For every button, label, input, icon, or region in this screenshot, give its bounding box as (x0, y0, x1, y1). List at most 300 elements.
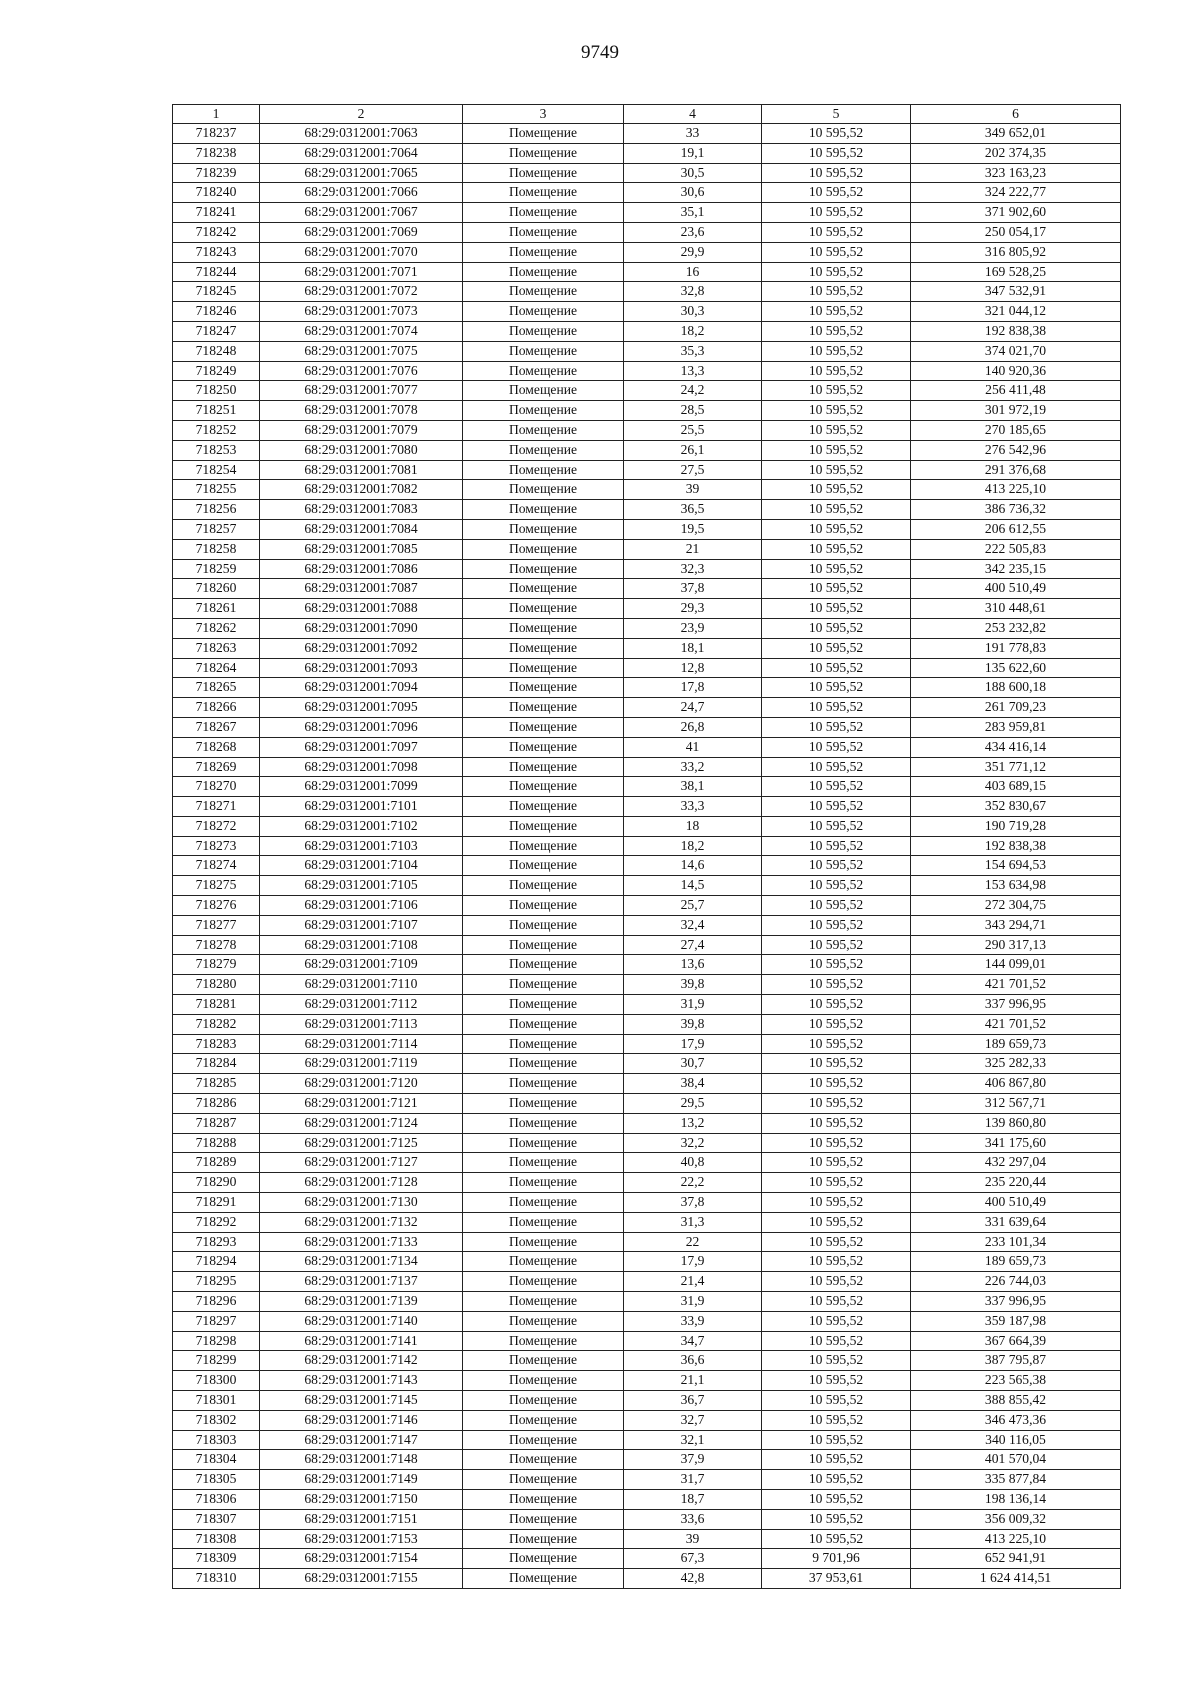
cell-row-number: 718286 (173, 1094, 260, 1114)
cell-object-type: Помещение (463, 480, 624, 500)
cell-cadastral-number: 68:29:0312001:7096 (260, 717, 463, 737)
cell-unit-value: 10 595,52 (762, 975, 911, 995)
cell-row-number: 718302 (173, 1410, 260, 1430)
cell-unit-value: 10 595,52 (762, 698, 911, 718)
cell-area: 25,5 (624, 420, 762, 440)
cell-cadastral-number: 68:29:0312001:7113 (260, 1014, 463, 1034)
table-header (173, 105, 1121, 124)
cell-unit-value: 10 595,52 (762, 262, 911, 282)
table-row (173, 539, 1121, 559)
cell-cadastral-value: 388 855,42 (911, 1391, 1121, 1411)
cell-row-number: 718290 (173, 1173, 260, 1193)
cell-unit-value: 10 595,52 (762, 321, 911, 341)
cell-row-number: 718259 (173, 559, 260, 579)
cell-object-type: Помещение (463, 183, 624, 203)
cell-object-type: Помещение (463, 1371, 624, 1391)
cell-object-type: Помещение (463, 618, 624, 638)
cell-area: 27,5 (624, 460, 762, 480)
cell-object-type: Помещение (463, 124, 624, 144)
table-row (173, 1569, 1121, 1589)
cell-unit-value: 10 595,52 (762, 896, 911, 916)
cell-object-type: Помещение (463, 1549, 624, 1569)
cell-area: 24,7 (624, 698, 762, 718)
cell-object-type: Помещение (463, 1351, 624, 1371)
cell-unit-value: 10 595,52 (762, 1351, 911, 1371)
cell-row-number: 718269 (173, 757, 260, 777)
cell-cadastral-value: 337 996,95 (911, 995, 1121, 1015)
cell-cadastral-number: 68:29:0312001:7064 (260, 143, 463, 163)
cell-cadastral-number: 68:29:0312001:7086 (260, 559, 463, 579)
cell-object-type: Помещение (463, 500, 624, 520)
cell-cadastral-number: 68:29:0312001:7083 (260, 500, 463, 520)
table-row (173, 995, 1121, 1015)
cell-area: 19,5 (624, 519, 762, 539)
cell-row-number: 718261 (173, 599, 260, 619)
cell-row-number: 718267 (173, 717, 260, 737)
cell-unit-value: 10 595,52 (762, 1034, 911, 1054)
cell-row-number: 718271 (173, 797, 260, 817)
cell-cadastral-value: 316 805,92 (911, 242, 1121, 262)
cell-unit-value: 10 595,52 (762, 381, 911, 401)
cell-row-number: 718252 (173, 420, 260, 440)
cell-cadastral-value: 233 101,34 (911, 1232, 1121, 1252)
cell-area: 17,9 (624, 1034, 762, 1054)
cell-row-number: 718243 (173, 242, 260, 262)
cell-row-number: 718262 (173, 618, 260, 638)
cell-cadastral-value: 189 659,73 (911, 1034, 1121, 1054)
cell-cadastral-value: 403 689,15 (911, 777, 1121, 797)
table-row (173, 381, 1121, 401)
cell-row-number: 718244 (173, 262, 260, 282)
cell-unit-value: 10 595,52 (762, 1391, 911, 1411)
cell-object-type: Помещение (463, 1074, 624, 1094)
cell-area: 42,8 (624, 1569, 762, 1589)
cell-area: 32,8 (624, 282, 762, 302)
cell-row-number: 718249 (173, 361, 260, 381)
cell-object-type: Помещение (463, 559, 624, 579)
cell-row-number: 718283 (173, 1034, 260, 1054)
cell-unit-value: 10 595,52 (762, 1430, 911, 1450)
cell-row-number: 718308 (173, 1529, 260, 1549)
cell-object-type: Помещение (463, 1173, 624, 1193)
cell-cadastral-number: 68:29:0312001:7146 (260, 1410, 463, 1430)
cell-row-number: 718305 (173, 1470, 260, 1490)
cell-area: 18,2 (624, 321, 762, 341)
cell-unit-value: 10 595,52 (762, 1470, 911, 1490)
cell-object-type: Помещение (463, 1292, 624, 1312)
cell-unit-value: 10 595,52 (762, 163, 911, 183)
cell-unit-value: 10 595,52 (762, 1212, 911, 1232)
cell-area: 37,8 (624, 1193, 762, 1213)
table-row (173, 915, 1121, 935)
cell-cadastral-number: 68:29:0312001:7079 (260, 420, 463, 440)
cell-cadastral-number: 68:29:0312001:7101 (260, 797, 463, 817)
cell-row-number: 718277 (173, 915, 260, 935)
cell-unit-value: 37 953,61 (762, 1569, 911, 1589)
cell-cadastral-number: 68:29:0312001:7124 (260, 1113, 463, 1133)
cell-object-type: Помещение (463, 163, 624, 183)
table-row (173, 1410, 1121, 1430)
cell-cadastral-number: 68:29:0312001:7141 (260, 1331, 463, 1351)
cell-unit-value: 10 595,52 (762, 856, 911, 876)
table-row (173, 401, 1121, 421)
cell-unit-value: 10 595,52 (762, 678, 911, 698)
cell-object-type: Помещение (463, 1054, 624, 1074)
cell-cadastral-number: 68:29:0312001:7095 (260, 698, 463, 718)
cell-area: 21,1 (624, 1371, 762, 1391)
cell-cadastral-value: 1 624 414,51 (911, 1569, 1121, 1589)
cell-unit-value: 10 595,52 (762, 1193, 911, 1213)
cell-area: 33,9 (624, 1311, 762, 1331)
table-row (173, 1430, 1121, 1450)
cell-row-number: 718242 (173, 222, 260, 242)
cell-row-number: 718295 (173, 1272, 260, 1292)
cell-area: 32,7 (624, 1410, 762, 1430)
cell-row-number: 718288 (173, 1133, 260, 1153)
table-row (173, 203, 1121, 223)
cell-cadastral-value: 331 639,64 (911, 1212, 1121, 1232)
table-row (173, 856, 1121, 876)
cell-cadastral-value: 413 225,10 (911, 480, 1121, 500)
cell-unit-value: 10 595,52 (762, 1509, 911, 1529)
cell-cadastral-number: 68:29:0312001:7104 (260, 856, 463, 876)
cell-area: 67,3 (624, 1549, 762, 1569)
cell-row-number: 718238 (173, 143, 260, 163)
cell-area: 22,2 (624, 1173, 762, 1193)
cell-cadastral-value: 312 567,71 (911, 1094, 1121, 1114)
table-row (173, 678, 1121, 698)
cell-row-number: 718251 (173, 401, 260, 421)
cell-unit-value: 10 595,52 (762, 143, 911, 163)
cell-object-type: Помещение (463, 539, 624, 559)
cell-cadastral-value: 321 044,12 (911, 302, 1121, 322)
cell-row-number: 718303 (173, 1430, 260, 1450)
cell-cadastral-value: 335 877,84 (911, 1470, 1121, 1490)
cell-cadastral-number: 68:29:0312001:7065 (260, 163, 463, 183)
cell-row-number: 718275 (173, 876, 260, 896)
table-row (173, 638, 1121, 658)
cell-cadastral-number: 68:29:0312001:7071 (260, 262, 463, 282)
cell-row-number: 718296 (173, 1292, 260, 1312)
cell-cadastral-value: 154 694,53 (911, 856, 1121, 876)
cell-cadastral-value: 325 282,33 (911, 1054, 1121, 1074)
cell-object-type: Помещение (463, 440, 624, 460)
table-row (173, 242, 1121, 262)
table-row (173, 599, 1121, 619)
cell-area: 37,9 (624, 1450, 762, 1470)
cell-cadastral-number: 68:29:0312001:7137 (260, 1272, 463, 1292)
cell-object-type: Помещение (463, 856, 624, 876)
cell-cadastral-value: 272 304,75 (911, 896, 1121, 916)
cell-area: 29,3 (624, 599, 762, 619)
table-row (173, 282, 1121, 302)
cell-row-number: 718306 (173, 1489, 260, 1509)
cell-area: 40,8 (624, 1153, 762, 1173)
cell-object-type: Помещение (463, 1311, 624, 1331)
cell-object-type: Помещение (463, 1569, 624, 1589)
cell-area: 33,2 (624, 757, 762, 777)
cell-object-type: Помещение (463, 599, 624, 619)
cell-unit-value: 10 595,52 (762, 1054, 911, 1074)
cell-cadastral-value: 202 374,35 (911, 143, 1121, 163)
cell-object-type: Помещение (463, 638, 624, 658)
table-row (173, 1489, 1121, 1509)
cell-area: 27,4 (624, 935, 762, 955)
cell-cadastral-number: 68:29:0312001:7072 (260, 282, 463, 302)
cell-area: 13,6 (624, 955, 762, 975)
cell-unit-value: 10 595,52 (762, 816, 911, 836)
table-row (173, 777, 1121, 797)
table-row (173, 737, 1121, 757)
table-body (173, 124, 1121, 1589)
cell-cadastral-value: 341 175,60 (911, 1133, 1121, 1153)
cell-cadastral-value: 434 416,14 (911, 737, 1121, 757)
cell-area: 39 (624, 480, 762, 500)
cell-unit-value: 10 595,52 (762, 599, 911, 619)
cell-cadastral-value: 222 505,83 (911, 539, 1121, 559)
cell-cadastral-number: 68:29:0312001:7139 (260, 1292, 463, 1312)
cell-cadastral-value: 652 941,91 (911, 1549, 1121, 1569)
cell-object-type: Помещение (463, 321, 624, 341)
cell-row-number: 718264 (173, 658, 260, 678)
cell-unit-value: 10 595,52 (762, 717, 911, 737)
cell-cadastral-number: 68:29:0312001:7151 (260, 1509, 463, 1529)
cell-cadastral-value: 310 448,61 (911, 599, 1121, 619)
cell-row-number: 718294 (173, 1252, 260, 1272)
cell-area: 38,1 (624, 777, 762, 797)
column-header-3: 3 (463, 105, 624, 124)
cell-unit-value: 10 595,52 (762, 519, 911, 539)
table-row (173, 1014, 1121, 1034)
cell-row-number: 718245 (173, 282, 260, 302)
column-header-1: 1 (173, 105, 260, 124)
cell-object-type: Помещение (463, 1430, 624, 1450)
cell-cadastral-value: 406 867,80 (911, 1074, 1121, 1094)
cell-cadastral-value: 139 860,80 (911, 1113, 1121, 1133)
cell-unit-value: 10 595,52 (762, 1450, 911, 1470)
table-row (173, 876, 1121, 896)
table-row (173, 183, 1121, 203)
cell-area: 14,5 (624, 876, 762, 896)
table-row (173, 1509, 1121, 1529)
cell-cadastral-value: 432 297,04 (911, 1153, 1121, 1173)
cell-cadastral-number: 68:29:0312001:7133 (260, 1232, 463, 1252)
cell-area: 30,6 (624, 183, 762, 203)
cell-cadastral-value: 342 235,15 (911, 559, 1121, 579)
cell-unit-value: 10 595,52 (762, 500, 911, 520)
cell-cadastral-value: 340 116,05 (911, 1430, 1121, 1450)
cell-row-number: 718307 (173, 1509, 260, 1529)
cell-object-type: Помещение (463, 1509, 624, 1529)
cell-unit-value: 10 595,52 (762, 757, 911, 777)
cell-area: 23,9 (624, 618, 762, 638)
table-row (173, 955, 1121, 975)
cell-cadastral-number: 68:29:0312001:7103 (260, 836, 463, 856)
cell-row-number: 718273 (173, 836, 260, 856)
cell-object-type: Помещение (463, 282, 624, 302)
cell-cadastral-value: 192 838,38 (911, 321, 1121, 341)
cell-cadastral-number: 68:29:0312001:7145 (260, 1391, 463, 1411)
cell-unit-value: 10 595,52 (762, 183, 911, 203)
cell-cadastral-value: 270 185,65 (911, 420, 1121, 440)
cell-object-type: Помещение (463, 1034, 624, 1054)
cell-unit-value: 10 595,52 (762, 203, 911, 223)
cell-unit-value: 10 595,52 (762, 480, 911, 500)
cell-row-number: 718276 (173, 896, 260, 916)
cell-row-number: 718279 (173, 955, 260, 975)
cell-object-type: Помещение (463, 1193, 624, 1213)
cell-row-number: 718280 (173, 975, 260, 995)
cell-object-type: Помещение (463, 460, 624, 480)
cell-object-type: Помещение (463, 737, 624, 757)
cell-area: 39,8 (624, 1014, 762, 1034)
cell-object-type: Помещение (463, 955, 624, 975)
cell-row-number: 718285 (173, 1074, 260, 1094)
cell-area: 35,3 (624, 341, 762, 361)
cell-cadastral-number: 68:29:0312001:7108 (260, 935, 463, 955)
cell-row-number: 718310 (173, 1569, 260, 1589)
cell-cadastral-number: 68:29:0312001:7093 (260, 658, 463, 678)
cell-object-type: Помещение (463, 658, 624, 678)
table-row (173, 1272, 1121, 1292)
cell-unit-value: 10 595,52 (762, 1272, 911, 1292)
cell-unit-value: 10 595,52 (762, 1489, 911, 1509)
table-row (173, 757, 1121, 777)
cell-row-number: 718299 (173, 1351, 260, 1371)
cell-object-type: Помещение (463, 915, 624, 935)
table-row (173, 579, 1121, 599)
cell-unit-value: 9 701,96 (762, 1549, 911, 1569)
cell-cadastral-number: 68:29:0312001:7094 (260, 678, 463, 698)
cell-cadastral-number: 68:29:0312001:7066 (260, 183, 463, 203)
cell-row-number: 718240 (173, 183, 260, 203)
cell-unit-value: 10 595,52 (762, 1133, 911, 1153)
table-row (173, 698, 1121, 718)
cell-unit-value: 10 595,52 (762, 995, 911, 1015)
cell-cadastral-number: 68:29:0312001:7073 (260, 302, 463, 322)
table-row (173, 1549, 1121, 1569)
table-row (173, 1212, 1121, 1232)
table-row (173, 500, 1121, 520)
cell-row-number: 718291 (173, 1193, 260, 1213)
cell-cadastral-number: 68:29:0312001:7087 (260, 579, 463, 599)
cell-area: 34,7 (624, 1331, 762, 1351)
cell-area: 17,8 (624, 678, 762, 698)
cell-unit-value: 10 595,52 (762, 302, 911, 322)
cell-row-number: 718278 (173, 935, 260, 955)
cell-object-type: Помещение (463, 1489, 624, 1509)
cell-object-type: Помещение (463, 242, 624, 262)
cell-row-number: 718282 (173, 1014, 260, 1034)
cell-cadastral-number: 68:29:0312001:7099 (260, 777, 463, 797)
cell-area: 32,3 (624, 559, 762, 579)
table-row (173, 519, 1121, 539)
cell-row-number: 718284 (173, 1054, 260, 1074)
cell-cadastral-number: 68:29:0312001:7127 (260, 1153, 463, 1173)
cell-cadastral-number: 68:29:0312001:7142 (260, 1351, 463, 1371)
cell-object-type: Помещение (463, 777, 624, 797)
cell-unit-value: 10 595,52 (762, 1410, 911, 1430)
cell-object-type: Помещение (463, 816, 624, 836)
cell-cadastral-number: 68:29:0312001:7155 (260, 1569, 463, 1589)
cell-area: 25,7 (624, 896, 762, 916)
cell-area: 32,2 (624, 1133, 762, 1153)
cell-area: 38,4 (624, 1074, 762, 1094)
cell-cadastral-value: 337 996,95 (911, 1292, 1121, 1312)
cell-unit-value: 10 595,52 (762, 1094, 911, 1114)
cell-area: 33,3 (624, 797, 762, 817)
cell-row-number: 718253 (173, 440, 260, 460)
cell-object-type: Помещение (463, 203, 624, 223)
cell-unit-value: 10 595,52 (762, 579, 911, 599)
cell-cadastral-number: 68:29:0312001:7080 (260, 440, 463, 460)
cell-area: 12,8 (624, 658, 762, 678)
cell-unit-value: 10 595,52 (762, 1252, 911, 1272)
cell-unit-value: 10 595,52 (762, 1153, 911, 1173)
cell-unit-value: 10 595,52 (762, 618, 911, 638)
table-row (173, 1292, 1121, 1312)
cell-area: 29,9 (624, 242, 762, 262)
cell-unit-value: 10 595,52 (762, 1113, 911, 1133)
cell-area: 30,5 (624, 163, 762, 183)
cell-unit-value: 10 595,52 (762, 777, 911, 797)
cell-unit-value: 10 595,52 (762, 658, 911, 678)
table-row (173, 975, 1121, 995)
cell-cadastral-number: 68:29:0312001:7077 (260, 381, 463, 401)
table-row (173, 302, 1121, 322)
cell-cadastral-number: 68:29:0312001:7114 (260, 1034, 463, 1054)
column-header-4: 4 (624, 105, 762, 124)
cell-cadastral-value: 191 778,83 (911, 638, 1121, 658)
cell-row-number: 718272 (173, 816, 260, 836)
table-row (173, 1094, 1121, 1114)
table-row (173, 1113, 1121, 1133)
table-row (173, 1173, 1121, 1193)
cell-cadastral-value: 189 659,73 (911, 1252, 1121, 1272)
cell-cadastral-value: 276 542,96 (911, 440, 1121, 460)
cell-area: 28,5 (624, 401, 762, 421)
cell-area: 32,4 (624, 915, 762, 935)
table-row (173, 262, 1121, 282)
cell-cadastral-value: 421 701,52 (911, 1014, 1121, 1034)
cell-row-number: 718256 (173, 500, 260, 520)
cell-cadastral-number: 68:29:0312001:7075 (260, 341, 463, 361)
cell-row-number: 718281 (173, 995, 260, 1015)
cell-cadastral-number: 68:29:0312001:7082 (260, 480, 463, 500)
cell-cadastral-value: 324 222,77 (911, 183, 1121, 203)
cell-cadastral-value: 188 600,18 (911, 678, 1121, 698)
cell-object-type: Помещение (463, 420, 624, 440)
cell-area: 19,1 (624, 143, 762, 163)
column-header-6: 6 (911, 105, 1121, 124)
cell-object-type: Помещение (463, 797, 624, 817)
table-row (173, 797, 1121, 817)
cell-cadastral-number: 68:29:0312001:7078 (260, 401, 463, 421)
cell-unit-value: 10 595,52 (762, 797, 911, 817)
cell-object-type: Помещение (463, 519, 624, 539)
cell-unit-value: 10 595,52 (762, 124, 911, 144)
cell-cadastral-value: 283 959,81 (911, 717, 1121, 737)
cell-cadastral-number: 68:29:0312001:7088 (260, 599, 463, 619)
cell-area: 33 (624, 124, 762, 144)
cell-row-number: 718254 (173, 460, 260, 480)
cell-area: 35,1 (624, 203, 762, 223)
cell-area: 24,2 (624, 381, 762, 401)
cell-cadastral-value: 153 634,98 (911, 876, 1121, 896)
cell-cadastral-number: 68:29:0312001:7147 (260, 1430, 463, 1450)
cell-unit-value: 10 595,52 (762, 836, 911, 856)
cell-cadastral-value: 401 570,04 (911, 1450, 1121, 1470)
